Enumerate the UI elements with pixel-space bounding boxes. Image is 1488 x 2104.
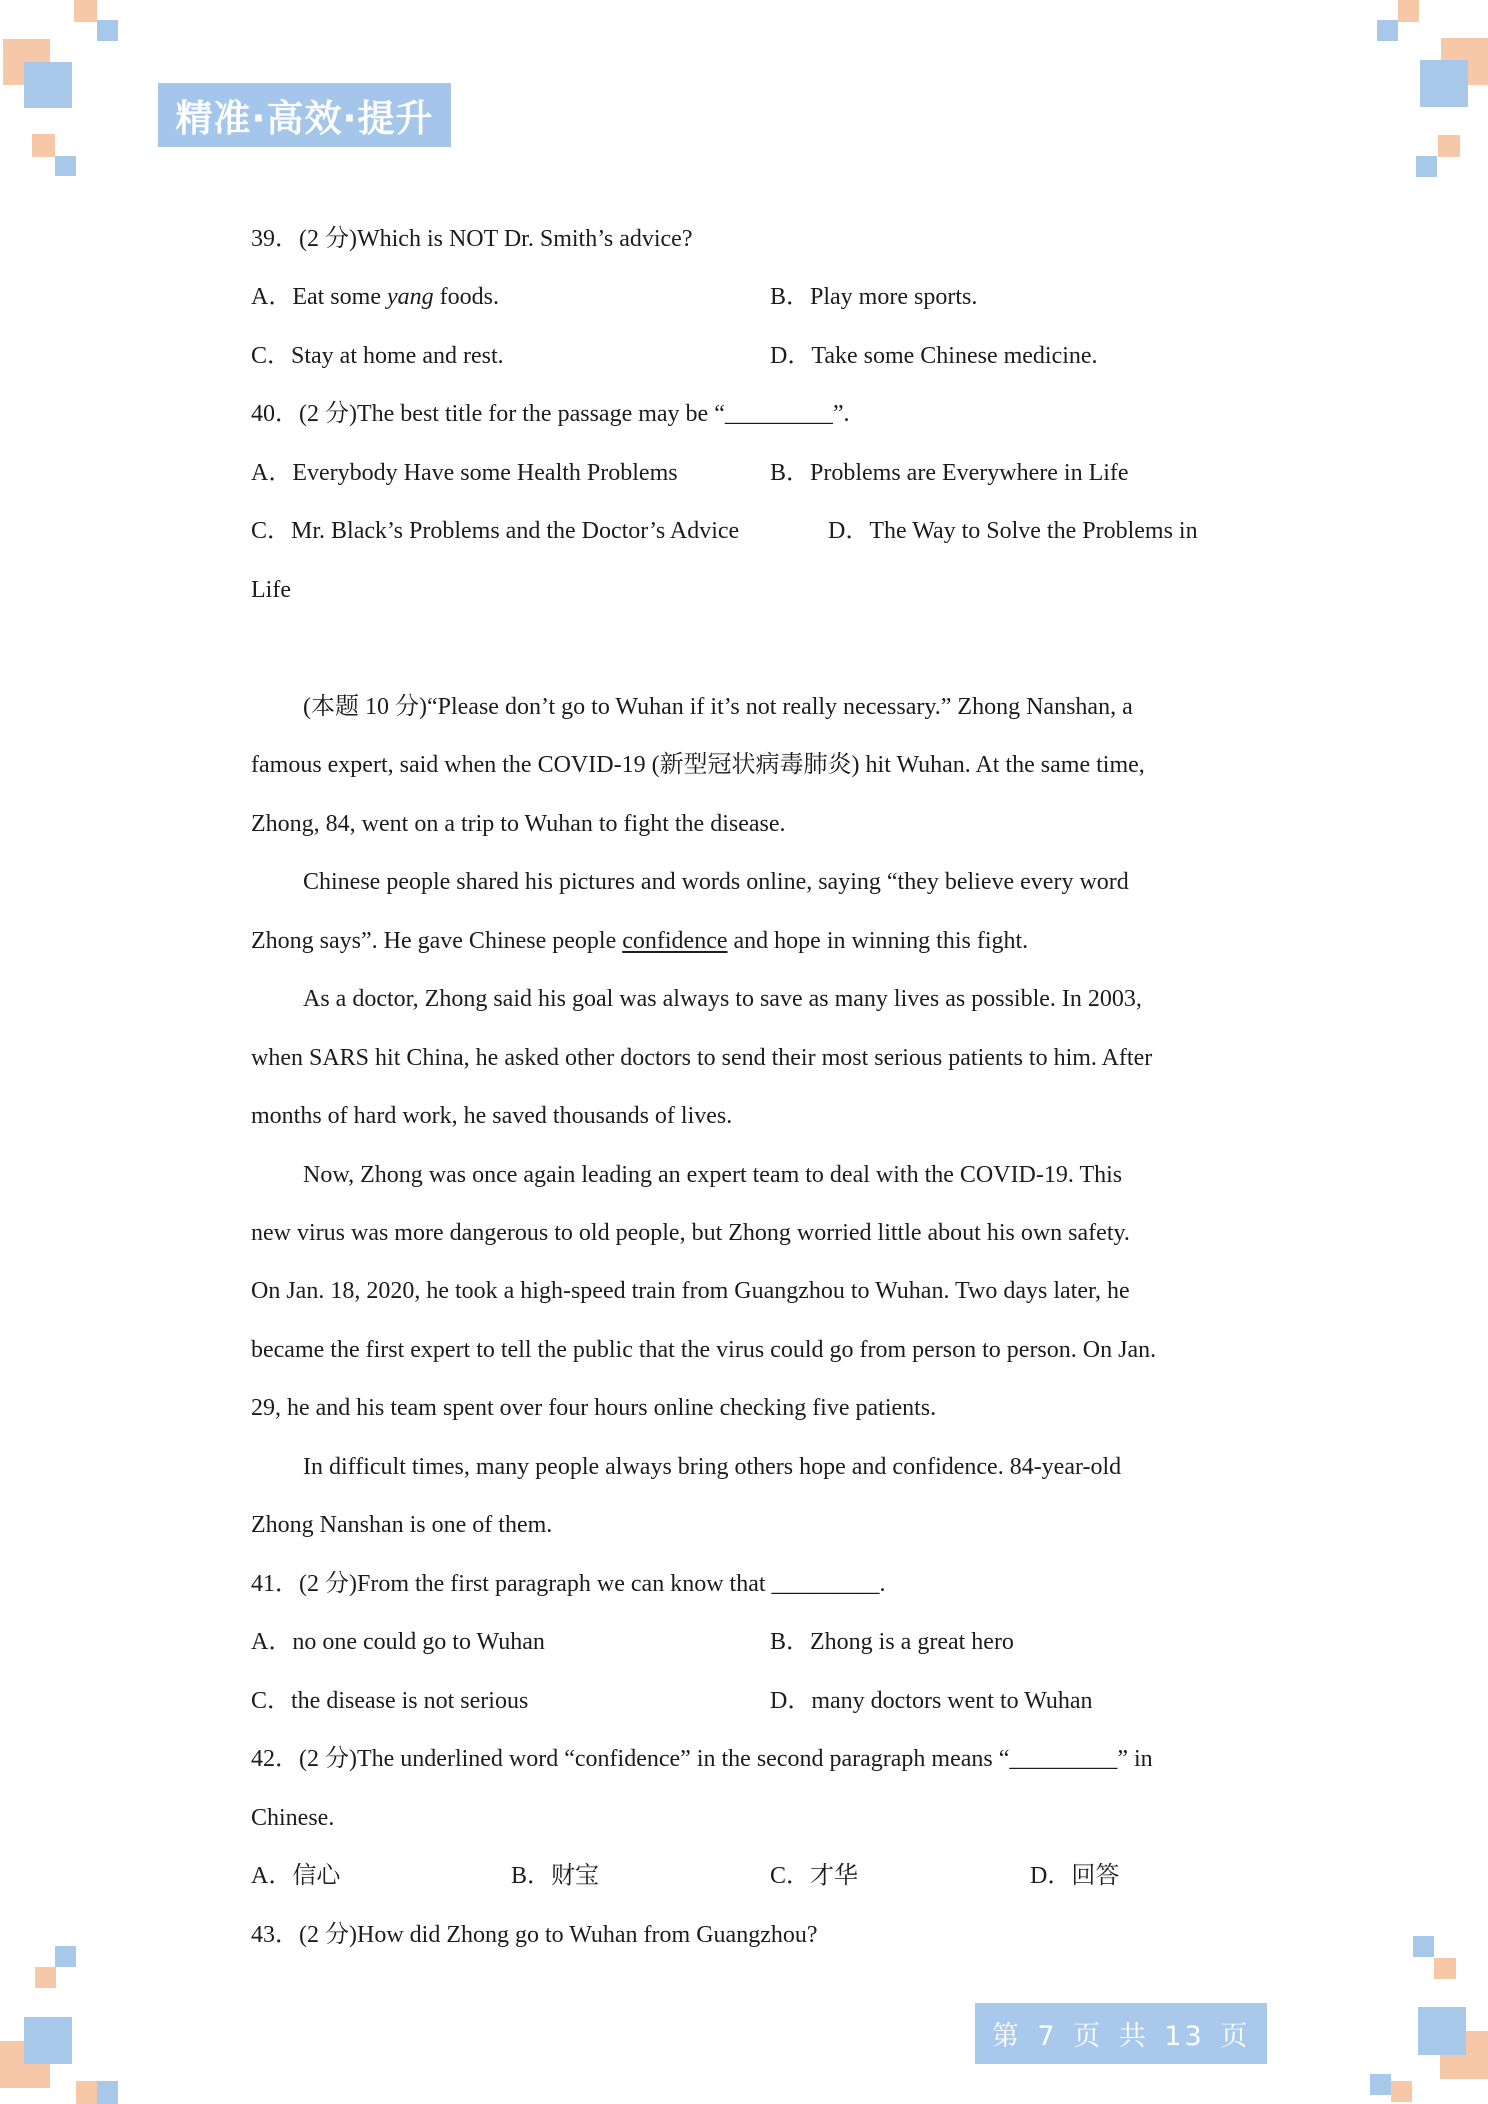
decorative-square — [24, 2017, 72, 2064]
passage-line: 29, he and his team spent over four hours online checking five patients. — [251, 1395, 937, 1422]
decorative-square — [1418, 2007, 1466, 2055]
question-41-stem: 41．(2 分)From the first paragraph we can know that _________. — [251, 1570, 886, 1597]
question-39-stem: 39．(2 分)Which is NOT Dr. Smith’s advice? — [251, 226, 693, 252]
passage-line: famous expert, said when the COVID-19 (新型冠状病毒肺炎) hit Wuhan. At the same time, — [251, 752, 1145, 779]
option-c: C．Mr. Black’s Problems and the Doctor’s Advice — [251, 518, 740, 545]
decorative-square — [74, 0, 97, 22]
decorative-square — [1391, 2081, 1412, 2102]
question-43-stem: 43．(2 分)How did Zhong go to Wuhan from Guangzhou? — [251, 1921, 818, 1948]
option-d: D．The Way to Solve the Problems in — [828, 518, 1198, 545]
decorative-square — [1434, 1958, 1456, 1979]
decorative-square — [55, 156, 76, 176]
options-row — [251, 1847, 1261, 1905]
passage-text: Zhong says”. He gave Chinese people — [251, 927, 623, 954]
options-row — [251, 268, 1261, 326]
decorative-square — [97, 2081, 118, 2104]
passage-line: (本题 10 分)“Please don’t go to Wuhan if it’s not really necessary.” Zhong Nanshan, a — [303, 693, 1133, 720]
passage-line: became the first expert to tell the public that the virus could go from person to person. On Jan. — [251, 1336, 1157, 1363]
options-row — [251, 327, 1261, 385]
decorative-square — [1377, 20, 1398, 41]
spacer — [251, 619, 1261, 677]
decorative-square — [24, 62, 72, 108]
option-d: D．回答 — [1030, 1863, 1120, 1890]
page-content — [251, 210, 1261, 1964]
option-c: C．the disease is not serious — [251, 1687, 529, 1714]
passage-line: Zhong Nanshan is one of them. — [251, 1512, 553, 1539]
option-d-continuation: Life — [251, 576, 291, 603]
decorative-square — [1416, 156, 1437, 177]
passage-line: On Jan. 18, 2020, he took a high-speed train from Guangzhou to Wuhan. Two days later, he — [251, 1278, 1130, 1305]
option-text: foods. — [433, 284, 499, 311]
underlined-word: confidence — [622, 927, 728, 954]
options-row — [251, 502, 1261, 560]
question-42-stem-continuation: Chinese. — [251, 1804, 335, 1831]
options-row — [251, 1613, 1261, 1671]
decorative-square — [76, 2081, 97, 2104]
option-a — [251, 268, 499, 326]
option-b: B．Zhong is a great hero — [770, 1629, 1014, 1656]
passage-line: Now, Zhong was once again leading an expert team to deal with the COVID-19. This — [303, 1161, 1123, 1188]
decorative-square — [1438, 135, 1460, 157]
option-d: D．Take some Chinese medicine. — [770, 342, 1098, 369]
decorative-square — [1420, 60, 1468, 107]
page-number: 第 7 页 共 13 页 — [975, 2003, 1267, 2064]
options-row — [251, 1672, 1261, 1730]
options-row — [251, 444, 1261, 502]
option-c: C．才华 — [770, 1863, 859, 1890]
option-a: A．Everybody Have some Health Problems — [251, 459, 678, 486]
passage-line: months of hard work, he saved thousands of lives. — [251, 1103, 733, 1130]
decorative-square — [1413, 1936, 1434, 1957]
option-b: B．Play more sports. — [770, 284, 978, 311]
passage-line: As a doctor, Zhong said his goal was always to save as many lives as possible. In 2003, — [303, 986, 1142, 1013]
question-40-stem: 40．(2 分)The best title for the passage may be “_________”. — [251, 401, 850, 428]
passage-line: Chinese people shared his pictures and words online, saying “they believe every word — [303, 869, 1129, 896]
option-b: B．Problems are Everywhere in Life — [770, 459, 1129, 486]
decorative-square — [97, 20, 118, 41]
decorative-square — [35, 1967, 56, 1988]
option-d: D．many doctors went to Wuhan — [770, 1687, 1093, 1714]
option-a: A．no one could go to Wuhan — [251, 1629, 545, 1656]
italic-word: yang — [386, 284, 434, 311]
passage-line: Zhong, 84, went on a trip to Wuhan to fight the disease. — [251, 810, 786, 837]
passage-line: new virus was more dangerous to old people, but Zhong worried little about his own safety. — [251, 1219, 1130, 1246]
decorative-square — [55, 1946, 76, 1967]
option-a: A．信心 — [251, 1863, 341, 1890]
header-banner: 精准·高效·提升 — [158, 83, 451, 147]
decorative-square — [1398, 0, 1419, 22]
question-42-stem: 42．(2 分)The underlined word “confidence” in the second paragraph means “_________” in — [251, 1746, 1153, 1773]
option-c: C．Stay at home and rest. — [251, 342, 504, 369]
passage-line: when SARS hit China, he asked other doctors to send their most serious patients to him. After — [251, 1044, 1153, 1071]
option-text: A．Eat some — [251, 284, 387, 311]
decorative-square — [1370, 2074, 1391, 2095]
passage-text: and hope in winning this fight. — [727, 927, 1029, 954]
decorative-square — [32, 134, 55, 157]
passage-line: In difficult times, many people always bring others hope and confidence. 84-year-old — [303, 1453, 1122, 1480]
option-b: B．财宝 — [511, 1863, 600, 1890]
passage-line — [251, 912, 1261, 970]
